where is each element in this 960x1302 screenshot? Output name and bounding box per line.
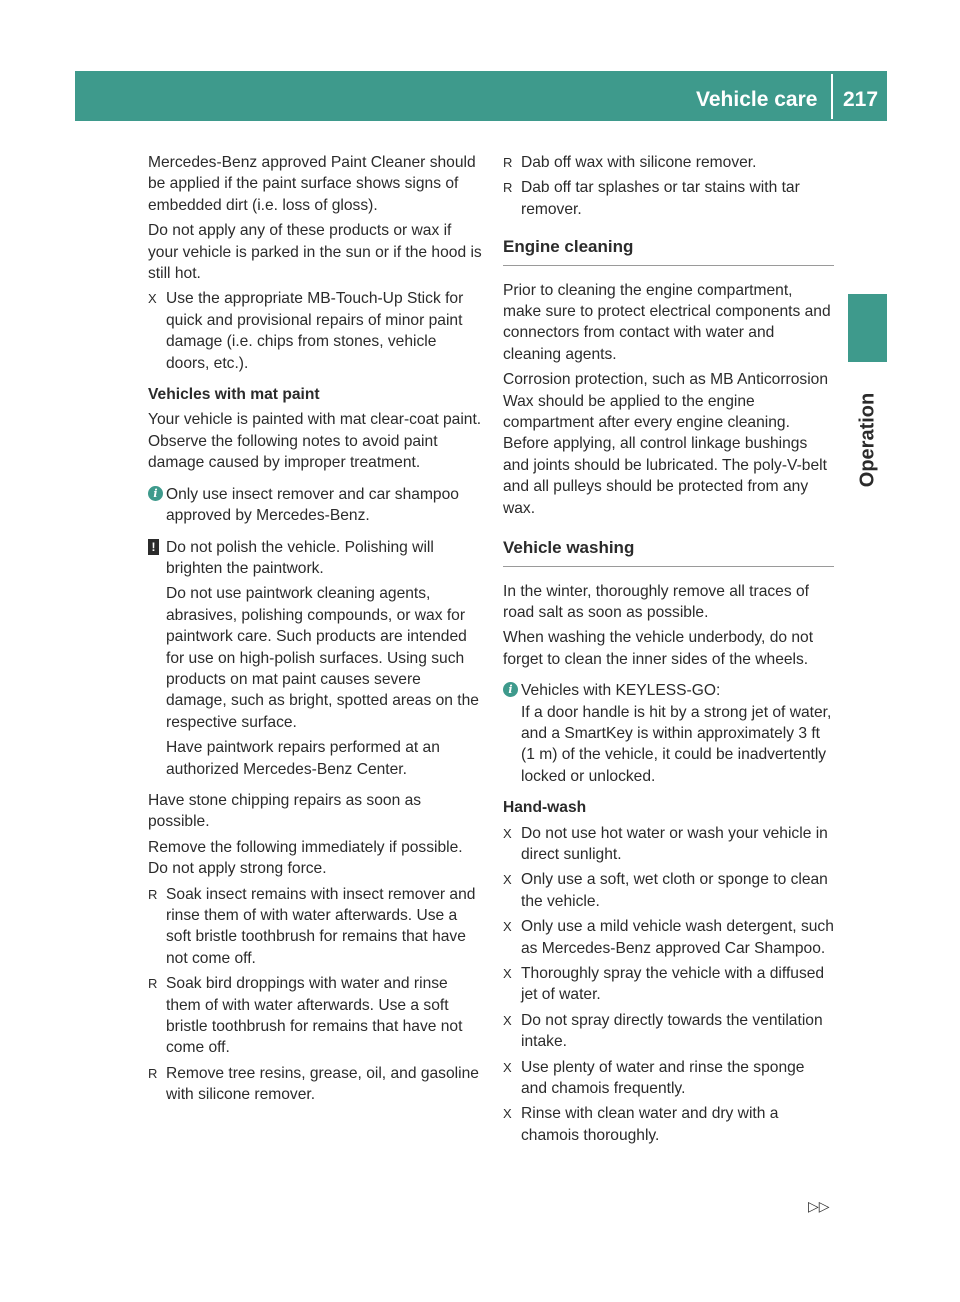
bullet-icon: R [503,180,513,196]
step-arrow-icon: X [503,966,512,981]
heading-vehicle-washing: Vehicle washing [503,537,834,566]
side-tab-marker [848,294,887,362]
paragraph: Mercedes-Benz approved Paint Cleaner should be applied if the paint surface shows signs of embedded dirt (i.e. loss of gloss). [148,154,476,214]
bullet-item: R Remove tree resins, grease, oil, and gasoline with silicone remover. [148,1064,479,1104]
step-arrow-icon: X [148,291,157,307]
step-arrow-icon: X [503,919,512,935]
paragraph: Prior to cleaning the engine compartment, make sure to protect electrical components and connectors from contact with water and cleaning agents. [503,281,831,363]
step-item: X Only use a soft, wet cloth or sponge to clean the vehicle. [503,871,828,910]
step-arrow-icon: X [503,1059,512,1075]
bullet-icon: R [148,976,158,992]
heading-engine-cleaning: Engine cleaning [503,236,834,265]
bullet-item: R Soak bird droppings with water and rinse them of with water afterwards. Use a soft bristle toothbrush for remains that have not come off. [148,975,463,1057]
paragraph: In the winter, thoroughly remove all traces of road salt as soon as possible. [503,582,809,621]
subheading-hand-wash: Hand-wash [503,799,587,817]
info-icon: i [503,682,518,697]
bullet-item: R Dab off tar splashes or tar stains with tar remover. [503,179,800,218]
paragraph: Corrosion protection, such as MB Anticorrosion Wax should be applied to the engine compartment after every engine cleaning. Before applying, all control linkage bushings and joints should be lubricated. The poly-V-belt and all pulleys should be protected from any wax. [503,371,829,517]
step-arrow-icon: X [503,1106,512,1122]
left-column [148,152,482,1110]
step-arrow-icon: X [503,1012,512,1028]
step-item: X Use plenty of water and rinse the sponge and chamois frequently. [503,1058,805,1098]
step-item: X Rinse with clean water and dry with a chamois thoroughly. [503,1105,779,1144]
page-number: 217 [843,88,879,111]
bullet-item: R Soak insect remains with insect remover and rinse them of with water afterwards. Use a soft bristle toothbrush for remains that have not come off. [148,885,476,967]
bullet-icon: R [148,886,158,902]
info-note: i Only use insect remover and car shampoo approved by Mercedes-Benz. [148,484,482,527]
step-arrow-icon: X [503,872,512,888]
bullet-icon: R [503,155,513,170]
warning-icon: ! [148,539,159,555]
continue-arrows-icon: ▷▷ [808,1198,830,1214]
page-section-title: Vehicle care [696,88,818,111]
paragraph: Have stone chipping repairs as soon as possible. [148,791,422,831]
header-divider [831,74,833,119]
bullet-icon: R [148,1065,158,1081]
step-item: X Do not use hot water or wash your vehicle in direct sunlight. [503,824,828,863]
paragraph: Remove the following immediately if possible. Do not apply strong force. [148,838,463,878]
subheading-mat-paint: Vehicles with mat paint [148,386,320,404]
step-item: X Only use a mild vehicle wash detergent, such as Mercedes-Benz approved Car Shampoo. [503,918,834,957]
info-icon: i [148,486,163,501]
warning-note: ! Do not polish the vehicle. Polishing will brighten the paintwork. Do not use paintwork cleaning agents, abrasives, polishing compounds, or wax for paintwork care. Such products are intended for use on high-polish surfaces. Using such products on mat paint causes severe damage, such as bright, spotted areas on the respective surface. Have paintwork repairs performed at an authorized Mercedes-Benz Center. [148,537,482,780]
paragraph: Your vehicle is painted with mat clear-coat paint. Observe the following notes to avoid paint damage caused by improper treatment. [148,411,482,472]
info-note: i Vehicles with KEYLESS-GO: If a door handle is hit by a strong jet of water, and a SmartKey is within approximately 3 ft (1 m) of the vehicle, it could be inadvertently locked or unlocked. [503,680,834,787]
step-item: X Thoroughly spray the vehicle with a diffused jet of water. [503,965,825,1004]
step-item: X Use the appropriate MB-Touch-Up Stick for quick and provisional repairs of minor paint damage (i.e. chips from stones, vehicle doors, etc.). [148,290,464,372]
paragraph: Do not apply any of these products or wax if your vehicle is parked in the sun or if the hood is still hot. [148,222,482,283]
step-item: X Do not spray directly towards the ventilation intake. [503,1011,823,1051]
side-tab-label: Operation [856,392,878,488]
bullet-item: R Dab off wax with silicone remover. [503,152,834,173]
right-column [503,152,834,1150]
paragraph: When washing the vehicle underbody, do not forget to clean the inner sides of the wheels. [503,629,814,668]
step-arrow-icon: X [503,825,512,841]
